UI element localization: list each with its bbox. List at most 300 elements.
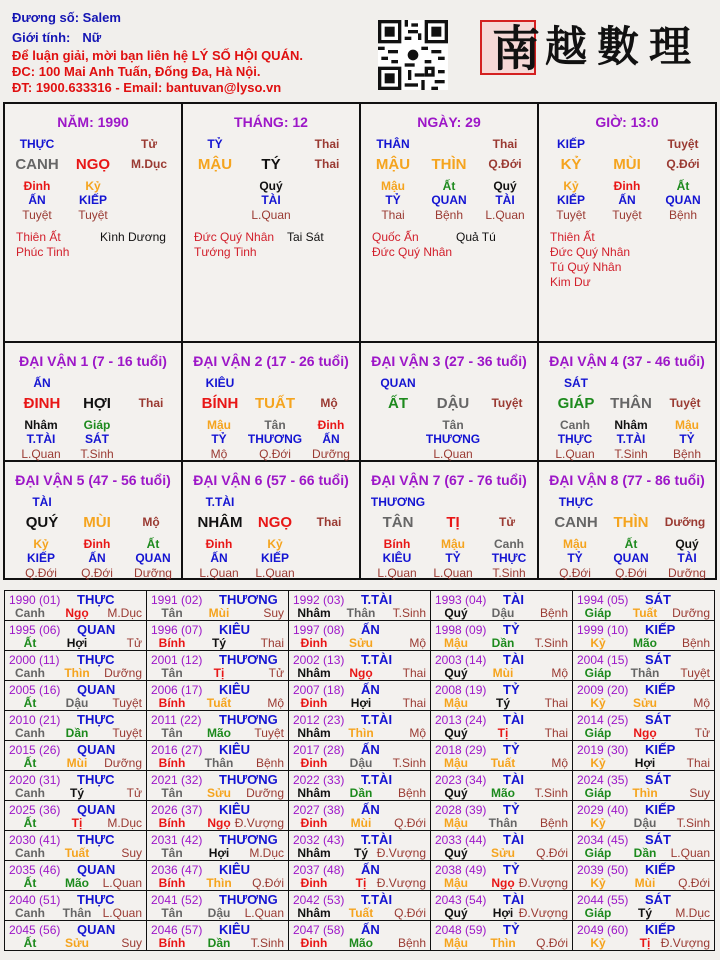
ten-god: TÀI xyxy=(503,652,524,667)
annual-cell[interactable] xyxy=(147,741,289,771)
annual-cell[interactable] xyxy=(431,771,573,801)
hidden-stem: Mậu xyxy=(207,418,231,432)
annual-cell[interactable] xyxy=(147,681,289,711)
annual-cell[interactable] xyxy=(289,861,431,891)
stage: Bệnh xyxy=(539,816,568,830)
dai-van-title: ĐẠI VẬN 5 (47 - 56 tuổi) xyxy=(15,472,171,488)
year-label: 2041 (52) xyxy=(151,893,203,907)
earthly-branch: Dậu xyxy=(633,816,657,830)
gender-label: Giới tính: xyxy=(12,30,71,45)
annual-cell[interactable] xyxy=(147,921,289,951)
ten-god: THỰC xyxy=(77,652,115,667)
stage: Đ.Vượng xyxy=(660,936,710,950)
earthly-branch: MÙI xyxy=(613,156,641,173)
annual-cell[interactable] xyxy=(147,711,289,741)
annual-cell[interactable] xyxy=(431,651,573,681)
ten-god: ẤN xyxy=(361,862,380,877)
hidden-god: TÀI xyxy=(261,193,281,207)
earthly-branch: Dần xyxy=(207,936,231,950)
hidden-stage: L.Quan xyxy=(21,447,61,461)
year-label: 1993 (04) xyxy=(435,593,487,607)
earthly-branch: THÌN xyxy=(613,514,649,531)
earthly-branch: Hợi xyxy=(66,636,88,650)
annual-cell[interactable] xyxy=(5,801,147,831)
gender-line xyxy=(12,28,303,48)
ten-god: QUAN xyxy=(77,622,116,637)
annual-cell[interactable] xyxy=(5,651,147,681)
heavenly-stem: ĐINH xyxy=(23,395,61,412)
annual-cell[interactable] xyxy=(431,921,573,951)
annual-cell[interactable] xyxy=(431,741,573,771)
hidden-god: THỰC xyxy=(557,432,593,446)
hidden-god: ẤN xyxy=(618,193,636,207)
star-left: Đức Quý Nhân xyxy=(372,245,453,259)
hidden-stage: T.Sinh xyxy=(614,447,648,461)
stage-top: Tuyệt xyxy=(667,137,699,151)
star-left: Quốc Ấn xyxy=(372,230,419,244)
hidden-stem: Kỷ xyxy=(33,537,49,551)
hidden-stage: L.Quan xyxy=(555,447,595,461)
hidden-stem: Đinh xyxy=(205,537,233,551)
year-label: 2029 (40) xyxy=(577,803,629,817)
earthly-branch: Tị xyxy=(71,816,83,830)
annual-cell[interactable] xyxy=(431,681,573,711)
ten-god: QUAN xyxy=(77,922,116,937)
pillar-title: GIỜ: 13:0 xyxy=(595,114,659,130)
annual-cell[interactable] xyxy=(573,591,715,621)
hidden-god: KIẾP xyxy=(260,551,289,565)
year-label: 2012 (23) xyxy=(293,713,345,727)
stage: Đ.Vượng xyxy=(234,816,284,830)
hidden-stem: Ất xyxy=(676,179,690,193)
year-label: 2006 (17) xyxy=(151,683,203,697)
annual-cell[interactable] xyxy=(289,741,431,771)
year-label: 2045 (56) xyxy=(9,923,61,937)
contact-line-3[interactable]: ĐT: 1900.633316 - Email: bantuvan@lyso.vn xyxy=(12,80,282,95)
hidden-stage: L.Quan xyxy=(255,566,295,580)
pillar-cell-3 xyxy=(539,104,717,343)
heavenly-stem: Mậu xyxy=(444,696,468,710)
year-label: 2007 (18) xyxy=(293,683,345,697)
annual-cell[interactable] xyxy=(573,651,715,681)
heavenly-stem: MẬU xyxy=(197,156,233,173)
heavenly-stem: Mậu xyxy=(444,876,468,890)
annual-cell[interactable] xyxy=(431,801,573,831)
year-label: 2044 (55) xyxy=(577,893,629,907)
heavenly-stem: Ất xyxy=(23,696,37,710)
year-label: 2018 (29) xyxy=(435,743,487,757)
pillar-cell-1 xyxy=(183,104,361,343)
seal-glyph: 南 xyxy=(492,21,541,77)
heavenly-stem: Giáp xyxy=(584,666,612,680)
ten-god: THỰC xyxy=(77,832,115,847)
heavenly-stem: NHÂM xyxy=(197,514,243,531)
hidden-stem: Đinh xyxy=(317,418,345,432)
ten-god: QUAN xyxy=(77,862,116,877)
stage: Thai xyxy=(686,756,710,770)
earthly-branch: Mão xyxy=(65,876,89,890)
dai-van-title: ĐẠI VẬN 2 (17 - 26 tuổi) xyxy=(193,353,349,369)
year-label: 1999 (10) xyxy=(577,623,629,637)
stage-top: Thai xyxy=(492,137,518,151)
ten-god: KIẾP xyxy=(645,622,676,637)
ten-god: SÁT xyxy=(645,592,671,607)
annual-cell[interactable] xyxy=(147,621,289,651)
stage-top: Thai xyxy=(314,137,340,151)
annual-cell[interactable] xyxy=(573,621,715,651)
annual-cell[interactable] xyxy=(573,831,715,861)
annual-cell[interactable] xyxy=(147,801,289,831)
stage: Tuyệt xyxy=(669,396,701,410)
heavenly-stem: Canh xyxy=(15,786,45,800)
hidden-god: KIẾP xyxy=(78,193,107,207)
annual-cell[interactable] xyxy=(147,891,289,921)
stage: Q.Đới xyxy=(536,846,568,860)
ten-god: SÁT xyxy=(645,892,671,907)
hidden-stem: Kỷ xyxy=(267,537,283,551)
stage: T.Sinh xyxy=(676,816,710,830)
hidden-stage: Tuyệt xyxy=(22,208,52,222)
hidden-stem: Ất xyxy=(146,537,160,551)
hidden-god: TỶ xyxy=(567,551,583,565)
year-label: 2026 (37) xyxy=(151,803,203,817)
stage: L.Quan xyxy=(102,906,142,920)
year-label: 2038 (49) xyxy=(435,863,487,877)
earthly-branch: Ngọ xyxy=(491,876,515,890)
heavenly-stem: Canh xyxy=(15,906,45,920)
heavenly-stem: Kỷ xyxy=(590,636,606,650)
heavenly-stem: Quý xyxy=(444,606,468,620)
earthly-branch: THÌN xyxy=(431,156,467,173)
ten-god: KIÊU xyxy=(219,922,251,937)
stage: Dưỡng xyxy=(104,756,142,770)
annual-cell[interactable] xyxy=(289,831,431,861)
ten-god: KIẾP xyxy=(645,862,676,877)
ten-god: ẤN xyxy=(361,922,380,937)
dai-van-title: ĐẠI VẬN 7 (67 - 76 tuổi) xyxy=(371,472,527,488)
ten-god: ẤN xyxy=(33,376,51,390)
ten-god: SÁT xyxy=(645,712,671,727)
hidden-stage: L.Quan xyxy=(199,566,239,580)
annual-cell[interactable] xyxy=(431,831,573,861)
stage: T.Sinh xyxy=(534,636,568,650)
heavenly-stem: Ất xyxy=(23,756,37,770)
hidden-stage: L.Quan xyxy=(433,447,473,461)
hidden-god: QUAN xyxy=(665,193,701,207)
annual-cell[interactable] xyxy=(5,681,147,711)
hidden-god: KIẾP xyxy=(556,193,585,207)
stage: Thai xyxy=(138,396,164,410)
hidden-stage: Bệnh xyxy=(434,208,464,222)
heavenly-stem: Bính xyxy=(158,816,186,830)
stage: Bệnh xyxy=(397,936,426,950)
year-label: 2042 (53) xyxy=(293,893,345,907)
annual-cell[interactable] xyxy=(147,591,289,621)
annual-cell[interactable] xyxy=(573,771,715,801)
heavenly-stem: Ất xyxy=(23,936,37,950)
heavenly-stem: GIÁP xyxy=(557,395,595,412)
ten-god: QUAN xyxy=(77,742,116,757)
heavenly-stem: Quý xyxy=(444,666,468,680)
earthly-branch: Mão xyxy=(207,726,231,740)
annual-cell[interactable] xyxy=(289,681,431,711)
hidden-god: THƯƠNG xyxy=(247,432,303,446)
heavenly-stem: Đinh xyxy=(300,636,328,650)
year-label: 2049 (60) xyxy=(577,923,629,937)
heavenly-stem: Đinh xyxy=(300,876,328,890)
annual-row xyxy=(5,591,715,621)
ten-god: TÀI xyxy=(32,495,52,509)
earthly-branch: Dậu xyxy=(349,756,373,770)
ten-god: THƯƠNG xyxy=(219,832,278,847)
star-right: Kình Dương xyxy=(100,230,166,244)
heavenly-stem: Nhâm xyxy=(297,906,331,920)
annual-cell[interactable] xyxy=(5,741,147,771)
heavenly-stem: Giáp xyxy=(584,906,612,920)
annual-cell[interactable] xyxy=(289,651,431,681)
earthly-branch: Dậu xyxy=(207,906,231,920)
hidden-god: T.TÀI xyxy=(616,432,646,446)
heavenly-stem: Giáp xyxy=(584,786,612,800)
annual-cell[interactable] xyxy=(431,891,573,921)
gender-value: Nữ xyxy=(82,30,102,45)
annual-cell[interactable] xyxy=(289,771,431,801)
annual-cell[interactable] xyxy=(289,591,431,621)
annual-cell[interactable] xyxy=(289,891,431,921)
hidden-stem: Kỷ xyxy=(85,179,101,193)
ten-god: ẤN xyxy=(361,682,380,697)
earthly-branch: Dần xyxy=(65,726,89,740)
annual-cell[interactable] xyxy=(289,921,431,951)
year-label: 1994 (05) xyxy=(577,593,629,607)
annual-cell[interactable] xyxy=(431,711,573,741)
year-label: 1998 (09) xyxy=(435,623,487,637)
hidden-stem: Giáp xyxy=(83,418,111,432)
contact-line-1: Để luận giải, mời bạn liên hệ LÝ SỐ HỘI QUÁN. xyxy=(12,48,303,63)
hidden-stem: Nhâm xyxy=(614,418,648,432)
ten-god: THƯƠNG xyxy=(219,592,278,607)
hidden-stem: Nhâm xyxy=(24,418,58,432)
earthly-branch: Thìn xyxy=(490,936,516,950)
hidden-stage: Q.Đới xyxy=(81,566,113,580)
annual-cell[interactable] xyxy=(573,801,715,831)
stage: Q.Đới xyxy=(394,906,426,920)
ten-god: QUAN xyxy=(380,376,416,390)
pillar-title: NGÀY: 29 xyxy=(417,114,481,130)
logo-seal xyxy=(480,20,541,77)
heavenly-stem: Tân xyxy=(161,786,183,800)
year-label: 2031 (42) xyxy=(151,833,203,847)
earthly-branch: TÝ xyxy=(261,156,281,173)
earthly-branch: Hợi xyxy=(634,756,656,770)
dai-van-title: ĐẠI VẬN 1 (7 - 16 tuổi) xyxy=(19,353,167,369)
ten-god: QUAN xyxy=(77,682,116,697)
stage: Suy xyxy=(689,786,710,800)
stage: L.Quan xyxy=(670,846,710,860)
year-label: 2000 (11) xyxy=(9,653,60,667)
stage: M.Dục xyxy=(107,816,142,830)
annual-cell[interactable] xyxy=(5,771,147,801)
annual-cell[interactable] xyxy=(431,621,573,651)
stage: Mộ xyxy=(551,666,568,680)
year-label: 2046 (57) xyxy=(151,923,203,937)
earthly-branch: Hợi xyxy=(492,906,514,920)
annual-cell[interactable] xyxy=(5,621,147,651)
heavenly-stem: Nhâm xyxy=(297,846,331,860)
year-label: 2022 (33) xyxy=(293,773,345,787)
earthly-branch: Thân xyxy=(488,816,518,830)
heavenly-stem: Giáp xyxy=(584,726,612,740)
annual-row xyxy=(5,801,715,831)
earthly-branch: Tuất xyxy=(64,846,90,860)
annual-cell[interactable] xyxy=(573,741,715,771)
annual-cell[interactable] xyxy=(431,591,573,621)
hidden-stem: Đinh xyxy=(83,537,111,551)
heavenly-stem: Kỷ xyxy=(590,876,606,890)
year-label: 2035 (46) xyxy=(9,863,61,877)
qr-code-icon[interactable] xyxy=(378,20,448,90)
heavenly-stem: Nhâm xyxy=(297,606,331,620)
stage: Suy xyxy=(121,936,142,950)
heavenly-stem: Tân xyxy=(161,606,183,620)
dai-van-cell-3 xyxy=(539,343,717,462)
dai-van-cell-6 xyxy=(361,462,539,579)
stage: Thai xyxy=(544,696,568,710)
hidden-stage: Bệnh xyxy=(672,447,702,461)
heavenly-stem: Quý xyxy=(444,906,468,920)
annual-cell[interactable] xyxy=(5,831,147,861)
year-label: 2025 (36) xyxy=(9,803,61,817)
hidden-stage: L.Quan xyxy=(485,208,525,222)
annual-cell[interactable] xyxy=(431,861,573,891)
stage: Q.Đới xyxy=(394,816,426,830)
year-label: 2008 (19) xyxy=(435,683,487,697)
annual-cell[interactable] xyxy=(5,921,147,951)
heavenly-stem: Nhâm xyxy=(297,786,331,800)
earthly-branch: Thìn xyxy=(348,726,374,740)
annual-cell[interactable] xyxy=(573,861,715,891)
ten-god: THÂN xyxy=(376,137,410,151)
year-label: 1990 (01) xyxy=(9,593,61,607)
year-label: 1997 (08) xyxy=(293,623,345,637)
stage: Bệnh xyxy=(539,606,568,620)
annual-cell[interactable] xyxy=(147,861,289,891)
annual-cell[interactable] xyxy=(147,651,289,681)
earthly-branch: Tý xyxy=(211,636,226,650)
heavenly-stem: BÍNH xyxy=(201,395,239,412)
star-left: Kim Dư xyxy=(550,275,591,289)
year-label: 2047 (58) xyxy=(293,923,345,937)
annual-row xyxy=(5,741,715,771)
dai-van-cell-1 xyxy=(183,343,361,462)
hidden-stem: Quý xyxy=(493,179,517,193)
annual-cell[interactable] xyxy=(573,891,715,921)
stage: Mộ xyxy=(409,636,426,650)
heavenly-stem: Ất xyxy=(23,816,37,830)
ten-god: TỶ xyxy=(503,922,520,937)
ten-god: TỶ xyxy=(503,802,520,817)
dai-van-cell-2 xyxy=(361,343,539,462)
ten-god: KIÊU xyxy=(219,862,251,877)
annual-cell[interactable] xyxy=(573,711,715,741)
heavenly-stem: Canh xyxy=(15,846,45,860)
annual-cell[interactable] xyxy=(147,831,289,861)
earthly-branch: Ngọ xyxy=(349,666,373,680)
heavenly-stem: Đinh xyxy=(300,756,328,770)
stage: Q.Đới xyxy=(488,157,522,171)
stage: Bệnh xyxy=(397,786,426,800)
dai-van-cell-5 xyxy=(183,462,361,579)
ten-god: THƯƠNG xyxy=(219,772,278,787)
annual-cell[interactable] xyxy=(147,771,289,801)
hidden-stage: T.Sinh xyxy=(80,447,114,461)
annual-cell[interactable] xyxy=(5,591,147,621)
annual-cell[interactable] xyxy=(5,711,147,741)
pillar-title: NĂM: 1990 xyxy=(57,114,129,130)
year-label: 2010 (21) xyxy=(9,713,61,727)
hidden-god: ẤN xyxy=(88,551,106,565)
annual-cell[interactable] xyxy=(5,861,147,891)
annual-cell[interactable] xyxy=(573,921,715,951)
hidden-god: SÁT xyxy=(85,432,109,446)
heavenly-stem: Bính xyxy=(158,636,186,650)
stage: M.Dục xyxy=(675,906,710,920)
earthly-branch: Tuất xyxy=(348,906,374,920)
stage: Đ.Vượng xyxy=(376,846,426,860)
stage: Tử xyxy=(694,726,710,740)
annual-cell[interactable] xyxy=(289,621,431,651)
stage: Thai xyxy=(314,157,340,171)
earthly-branch: Hợi xyxy=(350,696,372,710)
stage: Tuyệt xyxy=(680,666,710,680)
annual-row xyxy=(5,831,715,861)
ten-god: ẤN xyxy=(361,742,380,757)
year-label: 2048 (59) xyxy=(435,923,487,937)
hidden-stage: Mộ xyxy=(210,447,228,461)
stage: Tử xyxy=(498,515,516,529)
stage: Đ.Vượng xyxy=(518,876,568,890)
star-left: Tú Quý Nhân xyxy=(550,260,622,274)
earthly-branch: MÙI xyxy=(83,514,111,531)
ten-god: TỶ xyxy=(503,682,520,697)
heavenly-stem: CANH xyxy=(554,514,598,531)
stage: Dưỡng xyxy=(664,515,706,529)
hidden-stage: Q.Đới xyxy=(25,566,57,580)
star-left: Tướng Tinh xyxy=(194,245,257,259)
stage: Đ.Vượng xyxy=(376,876,426,890)
heavenly-stem: Đinh xyxy=(300,696,328,710)
dai-van-cell-0 xyxy=(5,343,183,462)
hidden-stage: L.Quan xyxy=(433,566,473,580)
stage: Q.Đới xyxy=(678,876,710,890)
heavenly-stem: Canh xyxy=(15,606,45,620)
stage: Q.Đới xyxy=(252,876,284,890)
annual-cell[interactable] xyxy=(5,891,147,921)
annual-cell[interactable] xyxy=(289,711,431,741)
earthly-branch: Dậu xyxy=(65,696,89,710)
year-label: 2002 (13) xyxy=(293,653,345,667)
ten-god: TÀI xyxy=(503,892,524,907)
heavenly-stem: Mậu xyxy=(444,756,468,770)
ten-god: T.TÀI xyxy=(361,712,393,727)
hidden-stem: Đinh xyxy=(613,179,641,193)
heavenly-stem: Bính xyxy=(158,876,186,890)
ten-god: KIÊU xyxy=(205,376,235,390)
heavenly-stem: Giáp xyxy=(584,846,612,860)
annual-cell[interactable] xyxy=(289,801,431,831)
earthly-branch: Sửu xyxy=(64,936,90,950)
annual-cell[interactable] xyxy=(573,681,715,711)
